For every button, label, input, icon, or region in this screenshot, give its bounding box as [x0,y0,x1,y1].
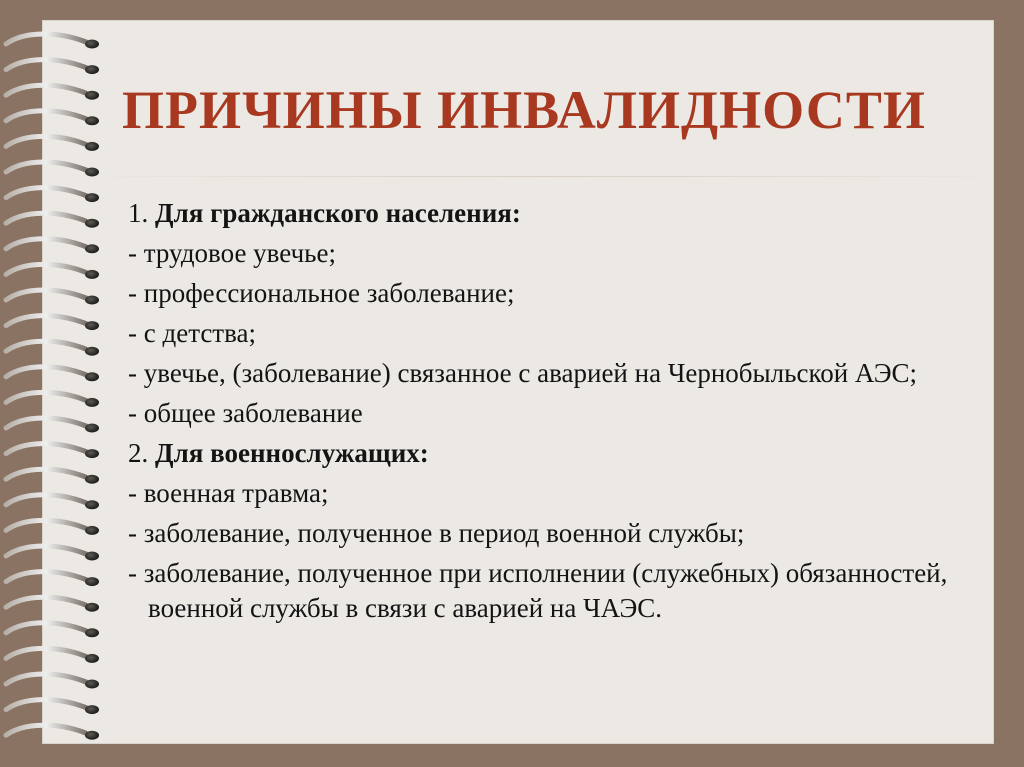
section-heading-civil [128,196,988,231]
spiral-loop [6,85,86,95]
binding-hole [85,398,99,407]
spiral-loop [6,60,86,70]
binding-hole [85,628,99,637]
spiral-loop [6,648,86,658]
content-list [128,196,988,626]
binding-hole [85,270,99,279]
binding-hole [85,552,99,561]
section-heading-military [128,436,988,471]
spiral-loop [6,520,86,530]
spiral-loop [6,316,86,326]
binding-hole [85,219,99,228]
binding-hole [85,500,99,509]
section-title: Для военнослужащих: [155,438,429,468]
binding-hole [85,424,99,433]
spiral-loop [6,546,86,556]
list-item: - трудовое увечье; [128,238,336,268]
spiral-loop [6,392,86,402]
spiral-loop [6,136,86,146]
spiral-loop [6,444,86,454]
section-title: Для гражданского населения: [155,198,521,228]
spiral-loop [6,469,86,479]
binding-hole [85,577,99,586]
spiral-loop [6,725,86,735]
spiral-loop [6,239,86,249]
section-number: 2. [128,438,149,468]
binding-hole [85,193,99,202]
spiral-loop [6,264,86,274]
binding-hole [85,654,99,663]
list-item: - военная травма; [128,478,329,508]
list-item: - профессиональное заболевание; [128,278,515,308]
binding-hole [85,142,99,151]
binding-hole [85,680,99,689]
binding-hole [85,40,99,49]
binding-hole [85,168,99,177]
spiral-loop [6,674,86,684]
spiral-loop [6,495,86,505]
section-number: 1. [128,198,149,228]
spiral-loop [6,623,86,633]
spiral-loop [6,34,86,44]
list-item: - общее заболевание [128,398,363,428]
binding-hole [85,296,99,305]
spiral-loop [6,572,86,582]
binding-hole [85,449,99,458]
binding-hole [85,526,99,535]
spiral-loop [6,188,86,198]
spiral-loop [6,700,86,710]
binding-hole [85,603,99,612]
spiral-loop [6,341,86,351]
binding-hole [85,91,99,100]
binding-hole [85,475,99,484]
binding-hole [85,65,99,74]
spiral-loop [6,367,86,377]
title-divider [108,176,978,177]
binding-hole [85,372,99,381]
spiral-loop [6,597,86,607]
list-item: - увечье, (заболевание) связанное с аварией на Чернобыльской АЭС; [128,358,918,388]
binding-hole [85,731,99,740]
binding-hole [85,321,99,330]
binding-hole [85,244,99,253]
page-title: ПРИЧИНЫ ИНВАЛИДНОСТИ [122,80,926,140]
list-item: - с детства; [128,318,256,348]
list-item: - заболевание, полученное в период военной службы; [128,518,745,548]
spiral-loop [6,162,86,172]
binding-hole [85,116,99,125]
binding-hole [85,347,99,356]
binding-hole [85,705,99,714]
spiral-loop [6,111,86,121]
list-item: - заболевание, полученное при исполнении (служебных) обязанностей, военной службы в связи с аварией на ЧАЭС. [128,558,948,623]
spiral-loop [6,290,86,300]
spiral-binding-icon [0,26,110,746]
spiral-loop [6,213,86,223]
spiral-loop [6,418,86,428]
